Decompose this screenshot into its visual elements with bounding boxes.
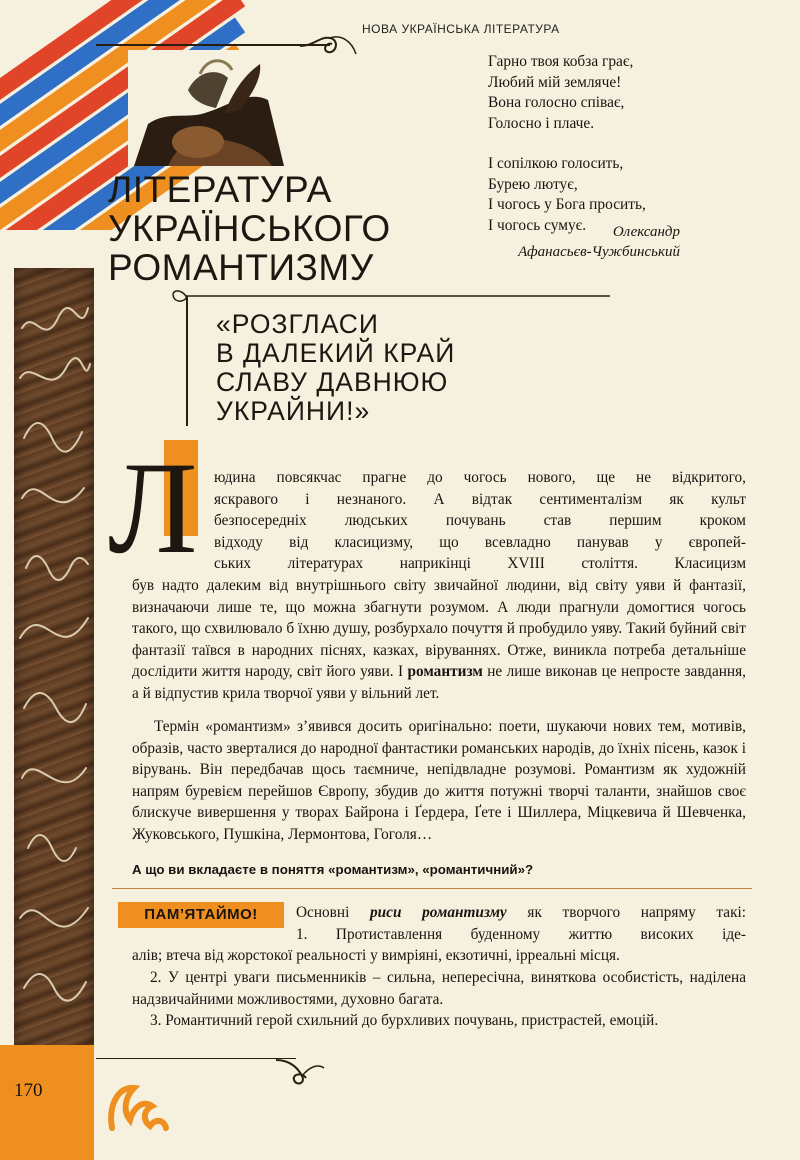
text-line: відходу від класицизму, що всевладно панував у європей- — [214, 533, 746, 551]
poem-line: Гарно твоя кобза грає, — [488, 53, 634, 70]
note-item-3: 3. Романтичний герой схильний до бурхливих почувань, пристрастей, емоцій. — [150, 1012, 659, 1029]
section-title-line: УКРАЙНИ!» — [216, 396, 371, 426]
remember-badge: ПАМ’ЯТАЙМО! — [118, 902, 284, 928]
kobza-photo — [128, 50, 288, 166]
poem-line: І чогось у Бога просить, — [488, 196, 646, 213]
section-flourish-icon — [140, 284, 760, 309]
note-text: як творчого напряму такі: — [527, 904, 747, 921]
chapter-title — [108, 170, 391, 287]
bold-term: романтизм — [407, 663, 483, 681]
note-emphasis: риси романтизму — [370, 904, 507, 921]
review-question: А що ви вкладаєте в поняття «романтизм», «романтичний»? — [132, 862, 534, 877]
poem-line: Голосно і плаче. — [488, 114, 595, 132]
running-head: НОВА УКРАЇНСЬКА ЛІТЕРАТУРА — [362, 22, 560, 36]
note-item-2: 2. У центрі уваги письменників – сильна, непересічна, виняткова особистість, наділена надзвичайними можливостями, духовно багата. — [132, 969, 746, 1008]
poem-author-last: Афанасьєв-Чужбинський — [518, 244, 680, 260]
text-line: ських літературах наприкінці XVIII століття. Класицизм — [214, 555, 746, 573]
poem-line: Любий мій земляче! — [488, 73, 622, 91]
section-vertical-rule — [186, 296, 188, 426]
section-title — [216, 310, 455, 426]
header-rule — [96, 44, 330, 46]
paragraph-text: був надто далеким від внутрішнього світу звичайної людини, від світу уяви й фантазії, визначаючи лише те, що можна збагнути розумом. А люди прагнули домогтися чогось такого, що схвилювало б їхню душу, розбурхало почуття й пробудило уяву. Такий буйний світ фантазії таївся в народних піснях, казках, віруваннях. Отже, виникла потреба детальніше дослідити життя народу, світ його уяви. І — [132, 577, 746, 681]
paragraph-1-body — [132, 575, 746, 705]
paragraph-1-lead-b — [214, 510, 746, 575]
bottom-rule — [96, 1058, 296, 1059]
text-line: безпосередніх людських почувань став першим кроком — [214, 512, 746, 529]
poem-author — [470, 222, 680, 262]
note-rule — [112, 888, 752, 889]
chapter-title-line: ЛІТЕРАТУРА — [108, 169, 332, 210]
paragraph-1-lead — [214, 467, 746, 510]
drop-cap: Л — [108, 434, 198, 581]
section-title-line: В ДАЛЕКИЙ КРАЙ — [216, 338, 456, 368]
paragraph-text: не лише виконав це непросте завдання, а й відпустив крила творчої уяви у вільний лет. — [132, 663, 746, 702]
poem-line: І чогось сумує. — [488, 216, 587, 234]
poem-author-first: Олександр — [612, 224, 680, 240]
flourish-top-icon — [300, 32, 360, 67]
paragraph-2: Термін «романтизм» з’явився досить оригінально: поети, шукаючи нових тем, мотивів, образів, часто зверталися до народної фантастики романських народів, до їхніх пісень, казок і вірувань. Він передбачав щось таємниче, непідвладне розумові. Романтизм як художній напрям буревієм перейшов Європу, збудив до життя потужні творчі таланти, знайшов своє блискуче вивершення у творах Байрона і Ґердера, Ґете і Шиллера, Міцкевича й Шевченка, Жуковського, Пушкіна, Лермонтова, Гоголя… — [132, 718, 746, 843]
note-item-1-rest: алів; втеча від жорстокої реальності у вимріяні, екзотичні, ірреальні місця. — [132, 947, 620, 964]
note-intro — [296, 902, 746, 924]
calligraphy-strokes — [14, 268, 94, 1060]
orange-corner-block — [0, 1045, 94, 1160]
calligraphy-side-panel — [14, 268, 94, 1060]
poem-line: Вона голосно співає, — [488, 94, 625, 111]
poem-line: І сопілкою голосить, — [488, 155, 624, 172]
note-text: Основні — [296, 904, 350, 921]
section-title-line: «РОЗГЛАСИ — [216, 309, 379, 339]
text-line: яскравого і незнаного. А відтак сентименталізм як культ — [214, 490, 746, 508]
text-line: юдина повсякчас прагне до чогось нового, ще не відкритого, — [214, 469, 746, 486]
flourish-bottom-icon — [276, 1058, 326, 1093]
publisher-logo-icon — [104, 1076, 170, 1141]
section-title-line: СЛАВУ ДАВНЮЮ — [216, 367, 449, 397]
page-number: 170 — [14, 1080, 43, 1101]
chapter-title-line: УКРАЇНСЬКОГО — [108, 208, 391, 249]
poem-line: Бурею лютує, — [488, 175, 578, 193]
poem-stanza — [488, 52, 646, 134]
chapter-title-line: РОМАНТИЗМУ — [108, 247, 374, 288]
note-item-1-start: 1. Протиставлення буденному життю високих іде- — [296, 926, 746, 943]
